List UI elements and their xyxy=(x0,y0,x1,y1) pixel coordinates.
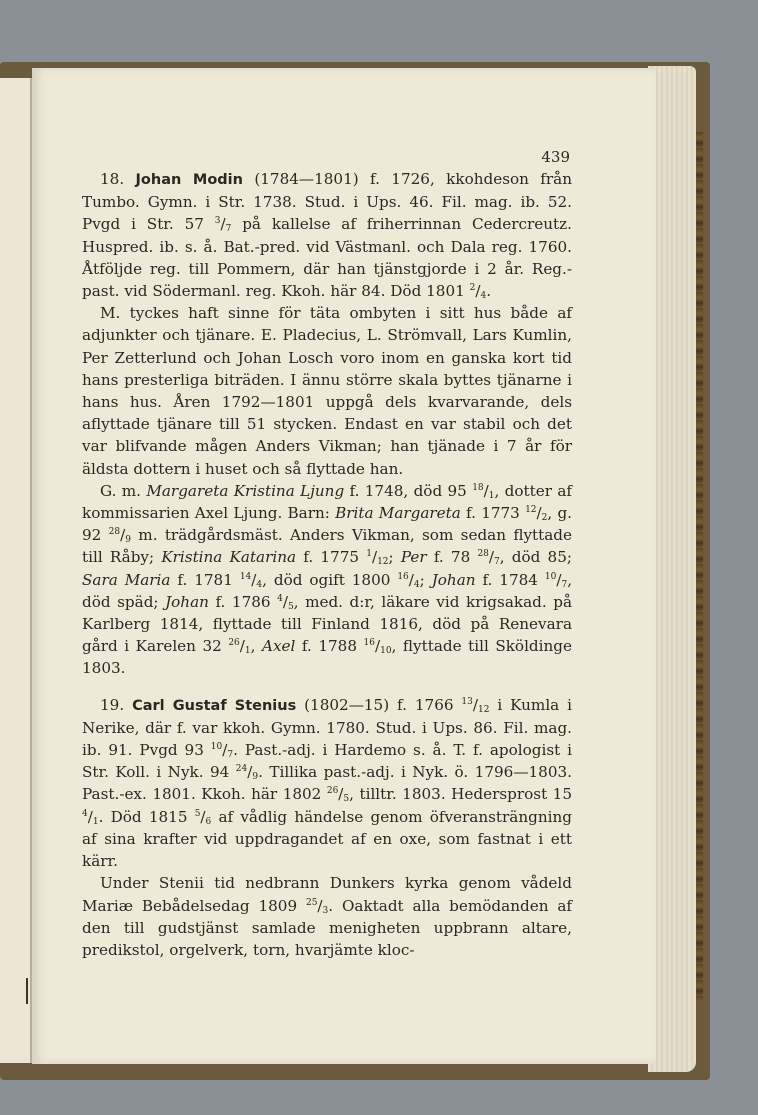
fraction-denominator: 9 xyxy=(125,535,131,546)
italic-name: Johan xyxy=(431,570,476,589)
fraction-numerator: 28 xyxy=(477,549,489,560)
fraction-numerator: 3 xyxy=(214,216,221,227)
entry-18-servants: M. tyckes haft sinne för täta ombyten i sitt hus både af adjunkter och tjänare. E. Pladecius, L. Strömvall, Lars Kumlin, Per Zetterlund och Johan Losch voro inom en ganska kort tid hans presterliga biträden. I ännu större skala byttes tjänarne i hans hus. Åren 1792—1801 uppgå dels kvarvarande, dels aflyttade tjänare till 51 stycken. Endast en var stabil och det var blifvande mågen Anders Vikman; han tjänade i 7 år för äldsta dottern i huset och så flyttade han. xyxy=(82,304,572,478)
italic-name: Per xyxy=(400,548,427,567)
fraction-numerator: 16 xyxy=(397,571,409,582)
fraction-numerator: 28 xyxy=(108,527,121,538)
fraction-numerator: 1 xyxy=(366,549,372,560)
italic-name: Sara Maria xyxy=(82,570,171,589)
fraction-numerator: 10 xyxy=(210,742,223,753)
text-run: , xyxy=(250,637,262,656)
text-run: 19. xyxy=(100,695,125,714)
text-run: , tilltr. 1803. Hedersprost 15 xyxy=(349,785,572,804)
entry-18-family: G. m. Margareta Kristina Ljung f. 1748, död 95 $^{18}/_1$, dotter af kommissarien Axel Ljung. Barn: Brita Margareta f. 1773 $^{12}/_2$, g. 92 $^{28}/_9$ m. trädgårdsmäst. Anders Vikman, som sedan flyttade till Råby; Kristina Katarina f. 1775 $^1/_{12}$; Per f. 78 $^{28}/_7$, död 85; Sara Maria f. 1781 $^{14}/_4$, död ogift 1800 $^{16}/_4$; Johan f. 1784 $^{10}/_7$, död späd; Johan f. 1786 $^4/_5$, med. d:r, läkare vid krigsakad. på Karlberg 1814, flyttade till Finland 1816, död på Renevara gård i Karelen 32 $^{26}/_1$, Axel f. 1788 $^{16}/_{10}$, flyttade till Sköldinge 1803. xyxy=(82,481,573,678)
italic-name: Johan xyxy=(165,592,209,611)
page-number: 439 xyxy=(541,148,570,166)
text-run: på kallelse af friherrinnan Cedercreutz. Huspred. ib. s. å. Bat.-pred. vid Västmanl. och Dala reg. 1760. Åtföljde reg. till Pommern, där han tjänstgjorde i 2 år. Reg.-past. vid Södermanl. reg. Kkoh. här 84. Död 1801 xyxy=(82,215,572,301)
text-run: . Past.-adj. i Hardemo s. å. T. f. apologist i Str. Koll. i Nyk. 94 xyxy=(82,741,572,782)
text-run: . Tillika past.-adj. i Nyk. ö. 1796—1803. Past.-ex. 1801. Kkoh. här 1802 xyxy=(82,763,572,804)
fraction-numerator: 10 xyxy=(544,571,557,582)
text-run: ; xyxy=(388,548,401,567)
text-run: , död ogift 1800 xyxy=(262,570,398,589)
fraction-numerator: 12 xyxy=(525,505,537,516)
entry-19-fire: Under Stenii tid nedbrann Dunkers kyrka genom vådeld Mariæ Bebådelsedag 1809 $^{25}/_3$. Oaktadt alla bemödanden af den till gudstjänst samlade menigheten uppbrann altare, predikstol, orgelverk, torn, hvarjämte kloc- xyxy=(82,874,572,959)
fraction-denominator: 1 xyxy=(488,490,495,501)
text-run: i Kumla i Nerike, där f. var kkoh. Gymn. 1780. Stud. i Ups. 86. Fil. mag. ib. 91. Pvgd 93 xyxy=(82,695,572,760)
text-run: m. trädgårdsmäst. Anders Vikman, som sedan flyttade till Råby; xyxy=(82,526,572,567)
entry-18-name: Johan Modin xyxy=(135,172,243,188)
text-run: (1802—15) f. 1766 xyxy=(296,695,462,714)
text-run: f. 1784 xyxy=(475,570,545,589)
fraction-numerator: 14 xyxy=(239,571,252,582)
text-run: , död späd; xyxy=(82,570,573,611)
fraction-numerator: 4 xyxy=(277,593,283,604)
italic-name: Brita Margareta xyxy=(335,504,461,523)
fraction-denominator: 12 xyxy=(377,557,389,568)
text-run: G. m. xyxy=(100,481,147,500)
fraction-denominator: 10 xyxy=(380,646,392,657)
italic-name: Margareta Kristina Ljung xyxy=(146,481,345,500)
text-run: f. 1748, död 95 xyxy=(344,481,473,500)
fraction-denominator: 7 xyxy=(227,750,234,761)
fraction-denominator: 12 xyxy=(478,704,490,715)
text-run: , död 85; xyxy=(499,548,573,567)
book-page xyxy=(32,68,656,1064)
text-run: , flyttade till Sköldinge 1803. xyxy=(82,637,573,678)
fraction-denominator: 5 xyxy=(287,601,294,612)
text-run: 18. xyxy=(100,170,125,188)
fraction-numerator: 25 xyxy=(305,897,318,908)
left-page-edge xyxy=(0,78,32,1063)
italic-name: Axel xyxy=(262,637,296,656)
text-run: . Död 1815 xyxy=(98,807,195,826)
text-run: . Oaktadt alla bemödanden af den till gudstjänst samlade menigheten uppbrann altare, predikstol, orgelverk, torn, hvarjämte kloc- xyxy=(82,896,572,959)
fraction-denominator: 3 xyxy=(322,905,329,916)
text-run: Under Stenii tid nedbrann Dunkers kyrka genom vådeld Mariæ Bebådelsedag 1809 xyxy=(82,874,572,915)
text-run: f. 1786 xyxy=(208,592,278,611)
text-run: , med. d:r, läkare vid krigsakad. på Karlberg 1814, flyttade till Finland 1816, död på Renevara gård i Karelen 32 xyxy=(82,592,572,656)
text-run: f. 1775 xyxy=(296,548,367,567)
fraction-denominator: 1 xyxy=(244,646,251,657)
fraction-numerator: 26 xyxy=(228,638,240,649)
page-text xyxy=(82,144,572,961)
fraction-denominator: 5 xyxy=(343,794,350,805)
fraction-numerator: 26 xyxy=(326,786,339,797)
text-run: (1784—1801) f. 1726, kkohdeson från Tumbo. Gymn. i Str. 1738. Stud. i Ups. 46. Fil. mag. ib. 52. Pvgd i Str. 57 xyxy=(82,170,572,234)
italic-name: Kristina Katarina xyxy=(161,548,297,567)
fraction-denominator: 4 xyxy=(413,579,420,590)
text-run: ; xyxy=(419,570,432,589)
fraction-numerator: 5 xyxy=(194,808,201,819)
text-run: f. 1788 xyxy=(295,637,364,656)
fraction-denominator: 4 xyxy=(480,291,487,302)
fraction-denominator: 7 xyxy=(561,579,568,590)
text-run: , dotter af kommissarien Axel Ljung. Barn: xyxy=(82,481,572,523)
fraction-numerator: 13 xyxy=(461,696,473,707)
fraction-denominator: 4 xyxy=(256,579,263,590)
text-run: . xyxy=(486,282,492,301)
entry-19-name: Carl Gustaf Stenius xyxy=(132,697,297,714)
text-run: af vådlig händelse genom öfveransträngning af sina krafter vid uppdragandet af en oxe, som fastnat i ett kärr. xyxy=(82,807,572,871)
fraction-numerator: 2 xyxy=(469,283,476,294)
fraction-denominator: 6 xyxy=(205,816,212,827)
fraction-denominator: 2 xyxy=(541,513,548,524)
fraction-numerator: 18 xyxy=(472,482,484,493)
entry-19: 19. Carl Gustaf Stenius (1802—15) f. 1766 $^{13}/_{12}$ i Kumla i Nerike, där f. var kkoh. Gymn. 1780. Stud. i Ups. 86. Fil. mag. ib. 91. Pvgd 93 $^{10}/_7$. Past.-adj. i Hardemo s. å. T. f. apologist i Str. Koll. i Nyk. 94 $^{24}/_9$. Tillika past.-adj. i Nyk. ö. 1796—1803. Past.-ex. 1801. Kkoh. här 1802 $^{26}/_5$, tilltr. 1803. Hedersprost 15 $^4/_1$. Död 1815 $^5/_6$ af vådlig händelse genom öfveransträngning af sina krafter vid uppdragandet af en oxe, som fastnat i ett kärr. xyxy=(82,695,572,871)
margin-mark xyxy=(26,978,28,1004)
fraction-denominator: 7 xyxy=(494,557,500,568)
fraction-denominator: 7 xyxy=(225,224,232,235)
text-run: f. 78 xyxy=(426,548,478,567)
fraction-numerator: 16 xyxy=(363,638,375,649)
text-run: f. 1781 xyxy=(170,570,240,589)
fraction-numerator: 24 xyxy=(235,764,248,775)
text-run: , g. 92 xyxy=(82,504,572,545)
fraction-denominator: 9 xyxy=(252,772,259,783)
entry-18: 18. Johan Modin (1784—1801) f. 1726, kkohdeson från Tumbo. Gymn. i Str. 1738. Stud. i Ups. 46. Fil. mag. ib. 52. Pvgd i Str. 57 $^3/_7$ på kallelse af friherrinnan Cedercreutz. Huspred. ib. s. å. Bat.-pred. vid Västmanl. och Dala reg. 1760. Åtföljde reg. till Pommern, där han tjänstgjorde i 2 år. Reg.-past. vid Södermanl. reg. Kkoh. här 84. Död 1801 $^2/_4$. xyxy=(82,170,572,302)
fraction-numerator: 4 xyxy=(82,808,88,819)
fraction-denominator: 1 xyxy=(92,816,99,827)
text-run: f. 1773 xyxy=(460,504,526,523)
